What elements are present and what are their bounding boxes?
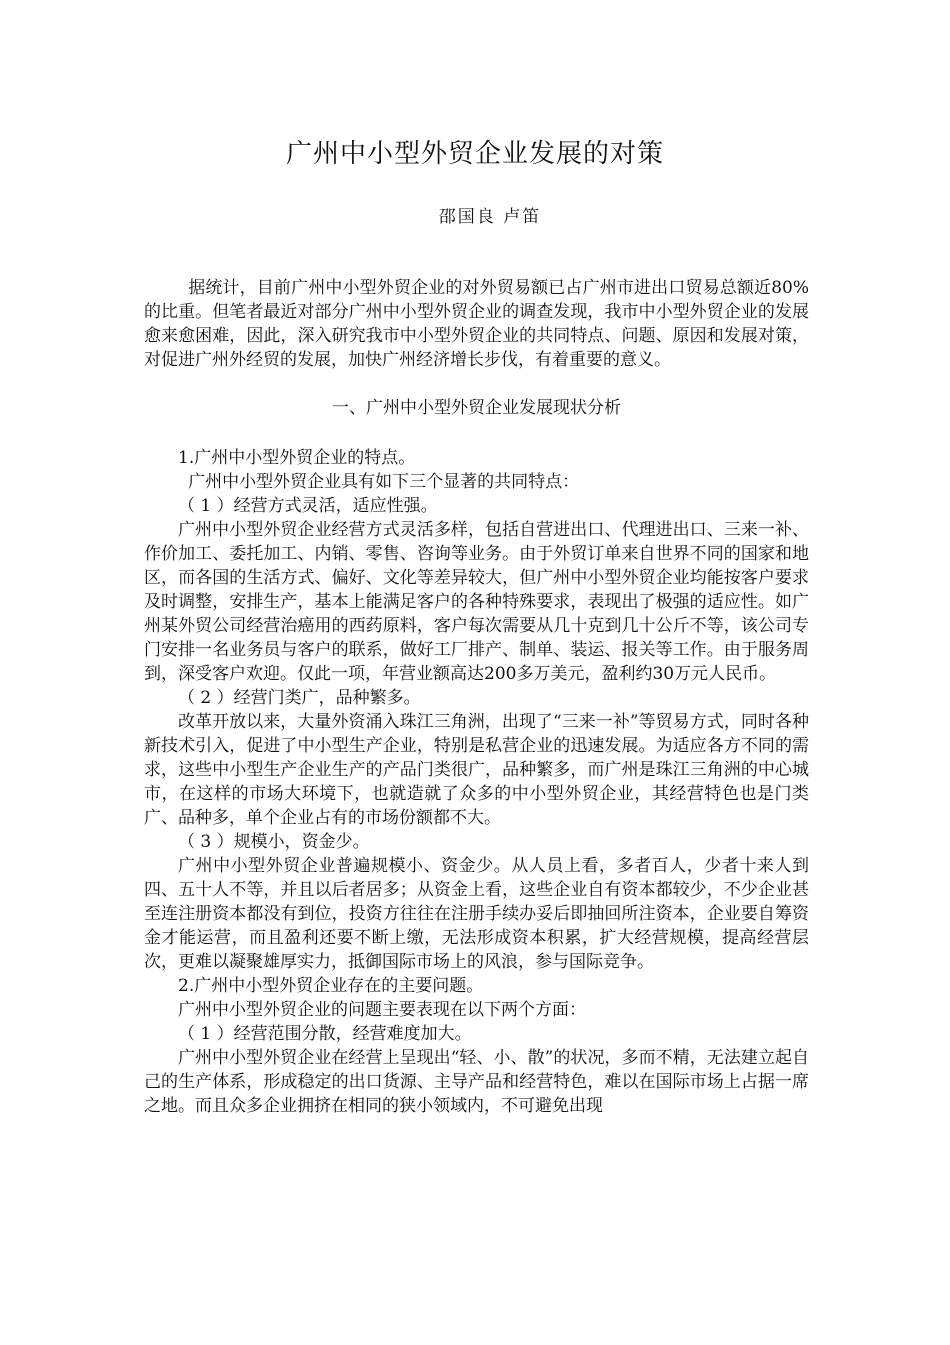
- document-body: [144, 276, 809, 1118]
- subsection-lead-2: 广州中小型外贸企业的问题主要表现在以下两个方面：: [178, 1000, 586, 1020]
- subsection-lead-1: 广州中小型外贸企业具有如下三个显著的共同特点：: [188, 472, 580, 492]
- problem-body-1: 广州中小型外贸企业在经营上呈现出“轻、小、散”的状况，多而不精，无法建立起自己的生产体系，形成稳定的出口货源、主导产品和经营特色，难以在国际市场上占据一席之地。而且众多企业拥挤在相同的狭小领域内，不可避免出现: [144, 1048, 809, 1116]
- point-body-2: 改革开放以来，大量外资涌入珠江三角洲，出现了“三来一补”等贸易方式，同时各种新技术引入，促进了中小型生产企业，特别是私营企业的迅速发展。为适应各方不同的需求，这些中小型生产企业生产的产品门类很广，品种繁多，而广州是珠江三角洲的中心城市，在这样的市场大环境下，也就造就了众多的中小型外贸企业，其经营特色也是门类广、品种多，单个企业占有的市场份额都不大。: [144, 712, 809, 828]
- problem-title-1: （ 1 ）经营范围分散，经营难度加大。: [178, 1024, 472, 1044]
- section-heading: 一、广州中小型外贸企业发展现状分析: [332, 398, 621, 418]
- point-body-1: 广州中小型外贸企业经营方式灵活多样，包括自营进出口、代理进出口、三来一补、作价加工、委托加工、内销、零售、咨询等业务。由于外贸订单来自世界不同的国家和地区，而各国的生活方式、偏好、文化等差异较大，但广州中小型外贸企业均能按客户要求及时调整，安排生产，基本上能满足客户的各种特殊要求，表现出了极强的适应性。如广州某外贸公司经营治癌用的西药原料，客户每次需要从几十克到几十公斤不等，该公司专门安排一名业务员与客户的联系，做好工厂排产、制单、装运、报关等工作。由于服务周到，深受客户欢迎。仅此一项，年营业额高达200多万美元，盈利约30万元人民币。: [144, 520, 809, 684]
- subsection-title-1: 1.广州中小型外贸企业的特点。: [178, 448, 416, 468]
- point-title-1: （ 1 ）经营方式灵活，适应性强。: [178, 496, 438, 516]
- point-title-2: （ 2 ）经营门类广，品种繁多。: [178, 688, 421, 708]
- authors: 邵国良 卢笛: [438, 207, 542, 227]
- page-title: 广州中小型外贸企业发展的对策: [285, 139, 664, 169]
- intro-paragraph: 据统计，目前广州中小型外贸企业的对外贸易额已占广州市进出口贸易总额近80%的比重。但笔者最近对部分广州中小型外贸企业的调查发现，我市中小型外贸企业的发展愈来愈困难，因此，深入研究我市中小型外贸企业的共同特点、问题、原因和发展对策，对促进广州外经贸的发展，加快广州经济增长步伐，有着重要的意义。: [144, 278, 809, 370]
- point-title-3: （ 3 ）规模小，资金少。: [178, 832, 370, 852]
- point-body-3: 广州中小型外贸企业普遍规模小、资金少。从人员上看，多者百人，少者十来人到四、五十人不等，并且以后者居多；从资金上看，这些企业自有资本都较少，不少企业甚至连注册资本都没有到位，投资方往往在注册手续办妥后即抽回所注资本，企业要自筹资金才能运营，而且盈利还要不断上缴，无法形成资本积累，扩大经营规模，提高经营层次，更难以凝聚雄厚实力，抵御国际市场上的风浪，参与国际竞争。: [144, 856, 809, 972]
- subsection-title-2: 2.广州中小型外贸企业存在的主要问题。: [178, 976, 484, 996]
